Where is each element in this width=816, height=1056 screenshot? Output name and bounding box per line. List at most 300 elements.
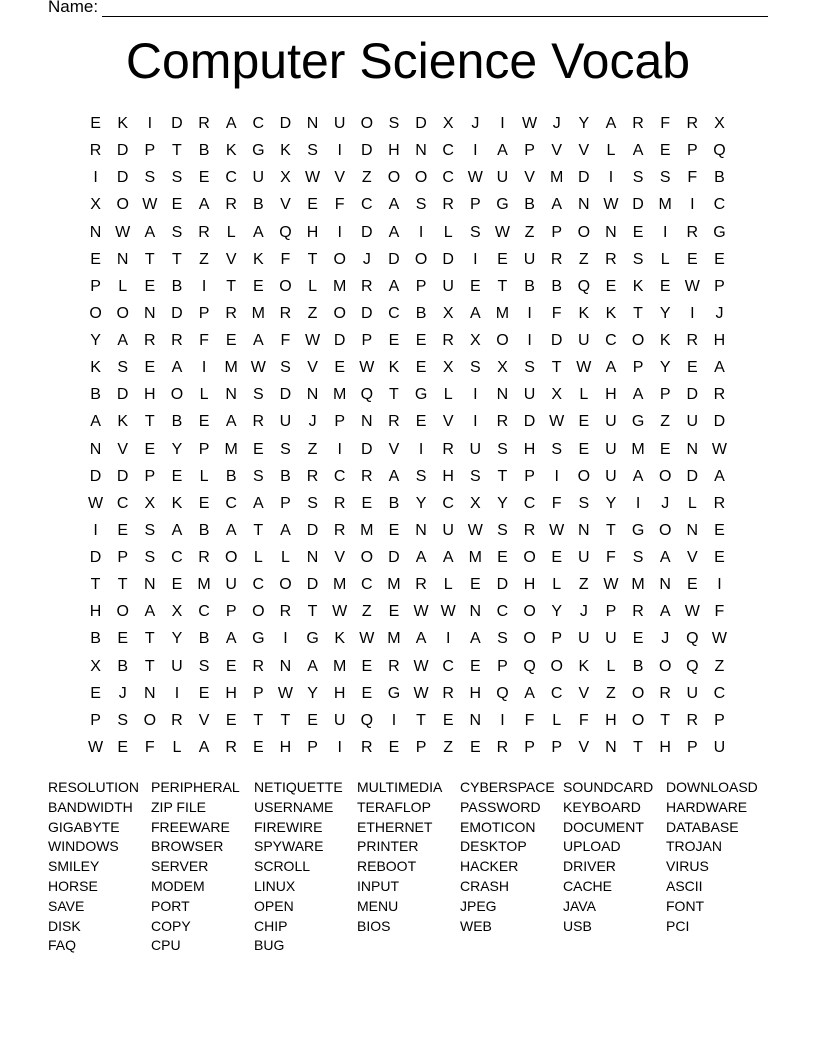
grid-letter: J bbox=[118, 684, 127, 702]
grid-letter: R bbox=[686, 711, 699, 729]
grid-letter: Z bbox=[714, 657, 725, 675]
grid-letter: U bbox=[605, 630, 617, 648]
grid-letter: O bbox=[414, 169, 428, 187]
grid-letter: G bbox=[496, 196, 509, 214]
grid-letter: B bbox=[198, 521, 210, 539]
grid-letter: E bbox=[686, 359, 698, 377]
grid-letter: T bbox=[172, 142, 182, 160]
grid-row bbox=[82, 601, 733, 628]
page-title: Computer Science Vocab bbox=[125, 33, 691, 89]
grid-letter: V bbox=[442, 413, 454, 431]
grid-letter: O bbox=[360, 115, 374, 132]
grid-letter: L bbox=[118, 277, 128, 295]
grid-letter: E bbox=[171, 576, 183, 594]
grid-letter: U bbox=[225, 576, 237, 594]
grid-letter: E bbox=[578, 413, 590, 431]
grid-letter: N bbox=[659, 576, 671, 594]
grid-letter: V bbox=[280, 196, 291, 214]
grid-letter: Y bbox=[605, 494, 617, 512]
grid-letter: X bbox=[90, 657, 101, 675]
grid-letter: D bbox=[550, 332, 563, 349]
grid-letter: O bbox=[414, 250, 428, 268]
grid-letter: E bbox=[198, 169, 210, 187]
grid-letter: Q bbox=[279, 223, 292, 241]
grid-letter: A bbox=[632, 142, 644, 160]
grid-letter: A bbox=[171, 359, 183, 377]
grid-letter: N bbox=[306, 115, 319, 132]
word-list-item: JPEG bbox=[460, 897, 497, 914]
grid-letter: W bbox=[413, 684, 429, 702]
grid-letter: I bbox=[527, 304, 532, 322]
grid-letter: E bbox=[714, 549, 725, 566]
grid-letter: O bbox=[116, 304, 129, 322]
word-list-item: USB bbox=[563, 917, 592, 934]
grid-letter: S bbox=[252, 467, 264, 485]
grid-letter: F bbox=[660, 115, 671, 132]
grid-letter: T bbox=[144, 413, 155, 431]
grid-row bbox=[82, 574, 733, 601]
grid-letter: R bbox=[198, 115, 210, 132]
word-list-item: MENU bbox=[357, 897, 399, 914]
grid-letter: J bbox=[471, 115, 480, 132]
grid-letter: T bbox=[497, 277, 508, 295]
grid-letter: E bbox=[117, 521, 129, 539]
grid-letter: Y bbox=[307, 684, 318, 702]
grid-letter: P bbox=[469, 196, 481, 214]
grid-letter: D bbox=[496, 576, 509, 594]
grid-letter: C bbox=[252, 576, 265, 594]
grid-letter: G bbox=[631, 413, 645, 431]
grid-letter: P bbox=[361, 332, 373, 349]
grid-letter: U bbox=[578, 332, 590, 349]
grid-letter: E bbox=[497, 549, 508, 566]
grid-letter: N bbox=[144, 576, 156, 594]
word-list-item: DESKTOP bbox=[460, 838, 527, 855]
grid-letter: B bbox=[171, 413, 183, 431]
grid-letter: P bbox=[497, 657, 508, 675]
grid-letter: J bbox=[552, 115, 561, 132]
grid-letter: S bbox=[551, 440, 563, 458]
grid-letter: Q bbox=[360, 386, 374, 404]
grid-letter: B bbox=[551, 277, 563, 295]
grid-letter: V bbox=[578, 738, 590, 756]
grid-letter: H bbox=[333, 684, 346, 702]
grid-letter: Y bbox=[90, 332, 101, 349]
grid-letter: A bbox=[252, 332, 264, 349]
grid-letter: E bbox=[659, 440, 671, 458]
grid-letter: I bbox=[283, 630, 288, 648]
word-list-item: DOWNLOASD bbox=[666, 779, 758, 795]
grid-letter: S bbox=[632, 549, 644, 566]
grid-letter: G bbox=[252, 142, 265, 160]
grid-letter: D bbox=[632, 196, 644, 214]
word-list-item: BIOS bbox=[357, 917, 391, 934]
grid-letter: L bbox=[199, 467, 209, 485]
grid-letter: I bbox=[93, 521, 98, 539]
grid-letter: W bbox=[576, 359, 592, 377]
grid-letter: A bbox=[225, 115, 237, 132]
grid-letter: Q bbox=[577, 277, 591, 295]
grid-letter: C bbox=[442, 494, 454, 512]
grid-letter: W bbox=[440, 603, 456, 621]
grid-letter: A bbox=[307, 657, 318, 675]
grid-letter: F bbox=[199, 332, 209, 349]
grid-letter: W bbox=[467, 169, 483, 187]
name-field bbox=[48, 0, 768, 17]
grid-letter: E bbox=[469, 738, 481, 756]
grid-letter: M bbox=[251, 304, 265, 322]
grid-letter: P bbox=[524, 738, 535, 756]
grid-letter: M bbox=[197, 576, 211, 594]
grid-letter: A bbox=[144, 603, 156, 621]
grid-letter: M bbox=[550, 169, 564, 187]
grid-letter: S bbox=[280, 440, 291, 458]
grid-letter: B bbox=[524, 277, 535, 295]
grid-letter: H bbox=[605, 711, 617, 729]
grid-letter: I bbox=[717, 576, 722, 594]
grid-letter: A bbox=[117, 332, 129, 349]
grid-letter: C bbox=[116, 494, 129, 512]
grid-letter: Y bbox=[578, 115, 590, 132]
grid-letter: J bbox=[362, 250, 371, 268]
grid-letter: S bbox=[469, 359, 481, 377]
grid-letter: R bbox=[659, 684, 671, 702]
grid-letter: E bbox=[578, 440, 590, 458]
grid-letter: H bbox=[713, 332, 726, 349]
grid-letter: R bbox=[279, 304, 292, 322]
grid-letter: C bbox=[333, 467, 346, 485]
word-list-item: HORSE bbox=[48, 877, 98, 894]
grid-letter: M bbox=[333, 277, 347, 295]
grid-letter: T bbox=[551, 359, 562, 377]
grid-letter: I bbox=[174, 684, 180, 702]
word-list-item: FREEWARE bbox=[151, 818, 230, 835]
grid-letter: V bbox=[551, 142, 563, 160]
grid-letter: Y bbox=[659, 304, 671, 322]
grid-letter: R bbox=[225, 304, 237, 322]
grid-letter: D bbox=[442, 250, 454, 268]
grid-letter: R bbox=[252, 413, 265, 431]
grid-letter: A bbox=[659, 549, 671, 566]
grid-letter: S bbox=[171, 169, 183, 187]
word-list-item: OPEN bbox=[254, 897, 294, 914]
grid-letter: P bbox=[551, 738, 563, 756]
grid-letter: T bbox=[226, 277, 237, 295]
grid-row bbox=[82, 167, 733, 194]
grid-letter: W bbox=[305, 332, 321, 349]
grid-letter: P bbox=[307, 738, 318, 756]
grid-letter: Z bbox=[307, 304, 318, 322]
grid-letter: P bbox=[551, 630, 563, 648]
grid-letter: N bbox=[89, 223, 102, 241]
grid-letter: O bbox=[631, 332, 645, 349]
grid-letter: D bbox=[388, 549, 400, 566]
grid-row bbox=[82, 439, 733, 466]
grid-letter: C bbox=[198, 603, 210, 621]
grid-letter: W bbox=[522, 115, 538, 132]
grid-letter: S bbox=[469, 223, 481, 241]
grid-letter: R bbox=[442, 440, 454, 458]
grid-letter: C bbox=[523, 494, 536, 512]
grid-letter: A bbox=[524, 684, 535, 702]
grid-letter: A bbox=[198, 738, 210, 756]
word-list-item: MODEM bbox=[151, 877, 205, 894]
grid-letter: D bbox=[415, 115, 427, 132]
grid-letter: P bbox=[144, 142, 156, 160]
grid-letter: X bbox=[469, 332, 481, 349]
grid-letter: P bbox=[225, 603, 237, 621]
word-list-item: CRASH bbox=[460, 877, 510, 894]
word-list-item: TROJAN bbox=[666, 838, 722, 855]
grid-letter: R bbox=[442, 332, 454, 349]
word-list-item: CACHE bbox=[563, 877, 613, 894]
grid-row bbox=[82, 466, 733, 493]
grid-letter: T bbox=[144, 250, 155, 268]
grid-letter: E bbox=[144, 277, 156, 295]
grid-letter: V bbox=[686, 549, 698, 566]
grid-letter: D bbox=[171, 304, 183, 322]
grid-letter: S bbox=[280, 359, 291, 377]
grid-letter: R bbox=[361, 738, 373, 756]
grid-letter: K bbox=[117, 115, 129, 132]
grid-letter: M bbox=[224, 359, 238, 377]
grid-letter: P bbox=[117, 549, 129, 566]
word-list-item: SCROLL bbox=[254, 858, 311, 875]
grid-letter: W bbox=[467, 521, 483, 539]
grid-letter: R bbox=[388, 657, 400, 675]
grid-letter: V bbox=[334, 549, 346, 566]
grid-letter: B bbox=[198, 142, 210, 160]
grid-letter: K bbox=[578, 304, 590, 322]
grid-letter: T bbox=[253, 521, 264, 539]
grid-letter: T bbox=[633, 738, 643, 756]
grid-letter: I bbox=[500, 711, 505, 729]
word-list-item: WEB bbox=[460, 917, 492, 934]
grid-letter: O bbox=[496, 332, 509, 349]
grid-letter: W bbox=[359, 359, 375, 377]
grid-letter: N bbox=[686, 440, 699, 458]
grid-letter: I bbox=[337, 738, 342, 756]
grid-letter: D bbox=[171, 115, 183, 132]
grid-letter: L bbox=[226, 223, 236, 241]
grid-letter: M bbox=[468, 549, 482, 566]
grid-letter: B bbox=[415, 304, 427, 322]
grid-letter: E bbox=[714, 521, 725, 539]
grid-letter: U bbox=[523, 250, 536, 268]
grid-letter: O bbox=[224, 549, 238, 566]
grid-letter: M bbox=[333, 657, 347, 675]
word-list-item: FONT bbox=[666, 897, 705, 914]
grid-letter: U bbox=[496, 169, 509, 187]
grid-letter: O bbox=[143, 711, 157, 729]
grid-letter: L bbox=[606, 142, 616, 160]
word-list-item: DISK bbox=[48, 917, 81, 934]
grid-letter: E bbox=[442, 711, 454, 729]
grid-letter: C bbox=[550, 684, 563, 702]
grid-letter: E bbox=[659, 277, 671, 295]
grid-letter: R bbox=[361, 277, 373, 295]
grid-letter: S bbox=[632, 169, 644, 187]
grid-letter: S bbox=[497, 630, 508, 648]
grid-letter: F bbox=[578, 711, 589, 729]
grid-letter: W bbox=[250, 359, 266, 377]
grid-letter: S bbox=[144, 549, 156, 566]
grid-letter: L bbox=[253, 549, 263, 566]
grid-letter: M bbox=[387, 630, 401, 648]
grid-letter: J bbox=[661, 494, 670, 512]
grid-letter: P bbox=[144, 467, 156, 485]
grid-row bbox=[82, 303, 733, 330]
grid-letter: S bbox=[415, 467, 427, 485]
grid-letter: C bbox=[605, 332, 617, 349]
grid-letter: U bbox=[605, 413, 617, 431]
grid-letter: E bbox=[307, 711, 318, 729]
grid-letter: R bbox=[523, 521, 536, 539]
word-list bbox=[48, 779, 769, 957]
grid-row bbox=[82, 411, 733, 438]
grid-letter: C bbox=[496, 603, 509, 621]
grid-letter: P bbox=[334, 413, 346, 431]
grid-letter: P bbox=[415, 277, 427, 295]
grid-letter: T bbox=[307, 603, 318, 621]
grid-letter: H bbox=[279, 738, 292, 756]
grid-letter: P bbox=[198, 304, 210, 322]
grid-letter: B bbox=[198, 630, 210, 648]
grid-letter: D bbox=[361, 223, 373, 241]
grid-letter: N bbox=[469, 603, 482, 621]
grid-letter: E bbox=[415, 413, 427, 431]
grid-letter: E bbox=[388, 521, 400, 539]
grid-letter: K bbox=[578, 657, 590, 675]
grid-letter: E bbox=[252, 440, 264, 458]
grid-letter: D bbox=[361, 440, 373, 458]
grid-row bbox=[82, 384, 733, 411]
grid-letter: B bbox=[90, 630, 101, 648]
grid-letter: M bbox=[631, 576, 645, 594]
grid-letter: P bbox=[686, 738, 698, 756]
grid-letter: E bbox=[686, 576, 698, 594]
grid-letter: D bbox=[686, 467, 699, 485]
grid-letter: O bbox=[333, 304, 346, 322]
grid-letter: Z bbox=[578, 576, 589, 594]
grid-letter: S bbox=[144, 521, 156, 539]
grid-letter: J bbox=[308, 413, 317, 431]
grid-letter: L bbox=[687, 494, 697, 512]
grid-letter: W bbox=[88, 738, 104, 756]
grid-letter: X bbox=[714, 115, 725, 132]
grid-letter: T bbox=[144, 630, 155, 648]
grid-letter: O bbox=[550, 657, 563, 675]
grid-letter: D bbox=[279, 386, 292, 404]
grid-letter: T bbox=[172, 250, 182, 268]
word-list-item: CHIP bbox=[254, 917, 288, 934]
grid-letter: E bbox=[632, 630, 644, 648]
word-list-item: REBOOT bbox=[357, 858, 417, 875]
grid-letter: C bbox=[713, 196, 726, 214]
grid-letter: B bbox=[117, 657, 129, 675]
grid-letter: A bbox=[632, 467, 644, 485]
grid-letter: E bbox=[198, 413, 210, 431]
word-list-item: SAVE bbox=[48, 897, 85, 914]
grid-letter: Q bbox=[523, 657, 536, 675]
grid-letter: E bbox=[469, 277, 481, 295]
grid-letter: K bbox=[632, 277, 644, 295]
grid-letter: E bbox=[171, 196, 183, 214]
grid-letter: C bbox=[252, 115, 265, 132]
word-list-item: BUG bbox=[254, 937, 285, 954]
word-list-item: PASSWORD bbox=[460, 798, 541, 815]
grid-letter: I bbox=[500, 115, 505, 132]
grid-letter: E bbox=[90, 115, 101, 132]
grid-letter: A bbox=[605, 115, 617, 132]
grid-letter: E bbox=[388, 603, 400, 621]
grid-letter: C bbox=[442, 169, 454, 187]
grid-letter: F bbox=[551, 494, 562, 512]
grid-letter: A bbox=[415, 549, 427, 566]
grid-letter: S bbox=[469, 467, 481, 485]
grid-letter: O bbox=[170, 386, 184, 404]
word-list-item: KEYBOARD bbox=[563, 798, 641, 815]
grid-letter: R bbox=[171, 711, 183, 729]
grid-letter: X bbox=[497, 359, 508, 377]
word-list-item: ASCII bbox=[666, 877, 703, 894]
grid-letter: W bbox=[603, 196, 619, 214]
grid-letter: L bbox=[199, 386, 209, 404]
grid-letter: M bbox=[333, 386, 347, 404]
grid-letter: R bbox=[333, 494, 346, 512]
grid-letter: X bbox=[90, 196, 101, 214]
grid-letter: A bbox=[252, 223, 264, 241]
grid-letter: V bbox=[388, 440, 400, 458]
grid-letter: R bbox=[686, 332, 699, 349]
grid-letter: O bbox=[577, 467, 591, 485]
grid-letter: X bbox=[442, 359, 454, 377]
grid-letter: F bbox=[280, 332, 291, 349]
grid-letter: Z bbox=[660, 413, 671, 431]
grid-letter: A bbox=[388, 277, 400, 295]
grid-letter: R bbox=[713, 494, 726, 512]
grid-letter: E bbox=[225, 711, 237, 729]
word-list-item: USERNAME bbox=[254, 798, 334, 815]
grid-letter: O bbox=[658, 467, 672, 485]
grid-letter: S bbox=[524, 359, 535, 377]
grid-letter: D bbox=[388, 250, 400, 268]
grid-letter: A bbox=[659, 603, 671, 621]
grid-row bbox=[82, 656, 733, 683]
grid-letter: E bbox=[497, 250, 508, 268]
word-list-item: SOUNDCARD bbox=[563, 779, 654, 795]
grid-row bbox=[82, 520, 733, 547]
grid-letter: S bbox=[117, 711, 129, 729]
grid-letter: D bbox=[713, 413, 726, 431]
grid-letter: O bbox=[116, 196, 129, 214]
grid-letter: K bbox=[252, 250, 264, 268]
grid-letter: R bbox=[686, 115, 699, 132]
word-list-item: PERIPHERAL bbox=[151, 779, 240, 795]
grid-letter: X bbox=[280, 169, 291, 187]
grid-letter: S bbox=[307, 142, 318, 160]
grid-letter: H bbox=[388, 142, 400, 160]
grid-letter: D bbox=[89, 549, 102, 566]
word-list-item: COPY bbox=[151, 917, 191, 934]
grid-letter: P bbox=[415, 738, 427, 756]
grid-letter: I bbox=[418, 440, 424, 458]
grid-letter: I bbox=[337, 142, 342, 160]
grid-letter: R bbox=[686, 223, 699, 241]
grid-letter: E bbox=[144, 440, 156, 458]
grid-letter: E bbox=[361, 684, 373, 702]
grid-letter: T bbox=[416, 711, 426, 729]
